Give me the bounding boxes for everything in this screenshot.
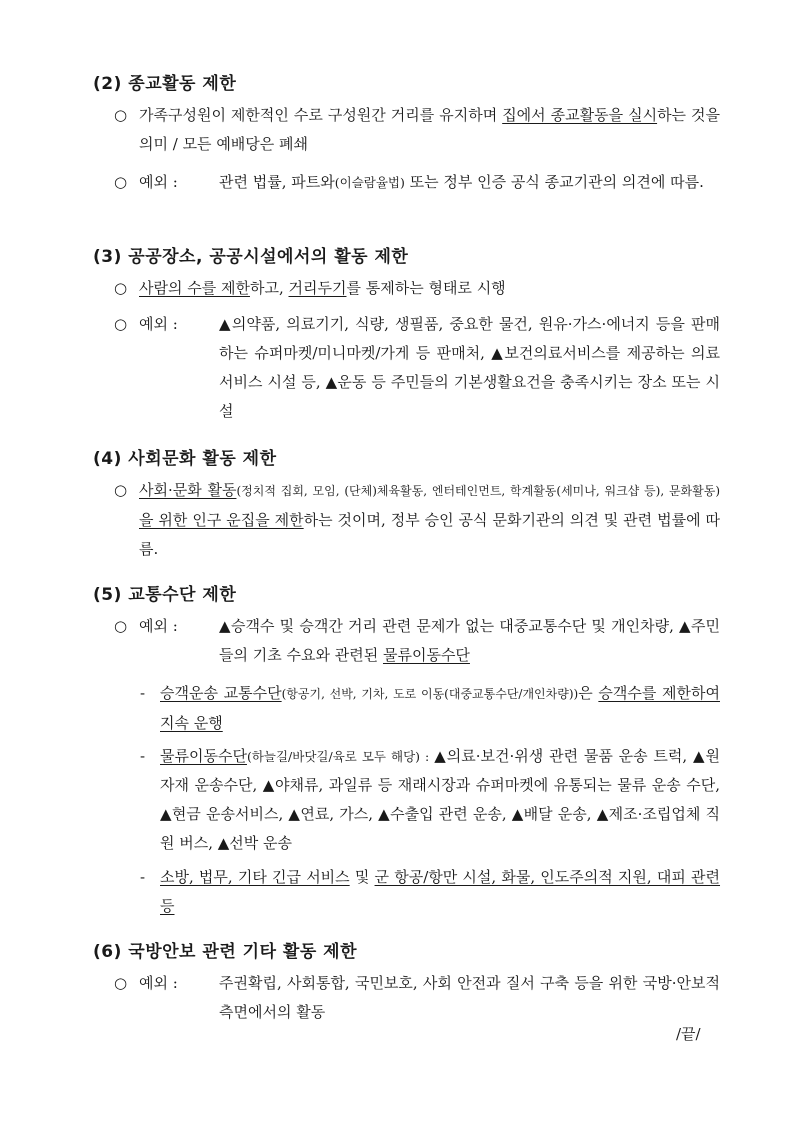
bullet-marker: ○ [114,974,128,992]
bullet-text: ▲의약품, 의료기기, 식량, 생필품, 중요한 물건, 원유·가스·에너지 등을 판매하는 슈퍼마켓/미니마켓/가게 등 판매처, ▲보건의료서비스를 제공하는 의료서비스 시설 등, ▲운동 등 주민들의 기본생활요건을 충족시키는 장소 또는 시설 [219,315,720,420]
bullet-marker: ○ [114,173,128,191]
exception-label: 예외 : [139,617,178,635]
bullet-marker: ○ [114,617,128,635]
dash-passenger-transport [140,679,720,738]
dash-text: 물류이동수단(하늘길/바닷길/육로 모두 해당) : ▲의료·보건·위생 관련 물품 운송 트럭, ▲원자재 운송수단, ▲야채류, 과일류 등 재래시장과 슈퍼마켓에 유통되는 물류 운송 수단, ▲현금 운송서비스, ▲연료, 가스, ▲수출입 관련 운송, ▲배달 운송, ▲제조·조립업체 직원 버스, ▲선박 운송 [160,747,720,852]
bullet-social-culture [114,476,720,564]
bullet-public-exception [114,310,720,426]
bullet-defense-exception [114,969,720,1027]
bullet-marker: ○ [114,279,128,297]
section-title-public-places: (3) 공공장소, 공공시설에서의 활동 제한 [93,247,409,267]
dash-emergency-services [140,863,720,921]
section-title-religious: (2) 종교활동 제한 [93,74,237,94]
dash-marker: - [140,684,146,702]
section-title-defense: (6) 국방안보 관련 기타 활동 제한 [93,942,358,962]
exception-label: 예외 : [139,315,178,333]
bullet-public-limit [114,274,720,303]
section-title-social-culture: (4) 사회문화 활동 제한 [93,449,277,469]
bullet-marker: ○ [114,481,128,499]
exception-label: 예외 : [139,974,178,992]
bullet-text: 관련 법률, 파트와(이슬람율법) 또는 정부 인증 공식 종교기관의 의견에 따름. [219,173,704,191]
section-title-transport: (5) 교통수단 제한 [93,585,237,605]
bullet-marker: ○ [114,315,128,333]
end-mark: /끝/ [676,1025,701,1043]
dash-text: 소방, 법무, 기타 긴급 서비스 및 군 항공/항만 시설, 화물, 인도주의적 지원, 대피 관련 등 [160,868,721,915]
bullet-text: 사람의 수를 제한하고, 거리두기를 통제하는 형태로 시행 [139,279,506,297]
bullet-text: 사회·문화 활동(정치적 집회, 모임, (단체)체육활동, 엔터테인먼트, 학계활동(세미나, 워크샵 등), 문화활동)을 위한 인구 운집을 제한하는 것이며, 정부 승인 공식 문화기관의 의견 및 관련 법률에 따름. [139,481,720,558]
dash-text: 승객운송 교통수단(항공기, 선박, 기차, 도로 이동(대중교통수단/개인차량))은 승객수를 제한하여 지속 운행 [160,684,720,732]
bullet-religious-exception [114,168,720,197]
exception-label: 예외 : [139,173,178,191]
bullet-religious-home [114,101,720,159]
bullet-text: 주권확립, 사회통합, 국민보호, 사회 안전과 질서 구축 등을 위한 국방·안보적 측면에서의 활동 [219,974,720,1021]
dash-logistics-transport [140,742,720,858]
bullet-transport-exception [114,612,720,670]
bullet-text: ▲승객수 및 승객간 거리 관련 문제가 없는 대중교통수단 및 개인차량, ▲주민들의 기초 수요와 관련된 물류이동수단 [219,617,720,664]
dash-marker: - [140,868,146,886]
bullet-text: 가족구성원이 제한적인 수로 구성원간 거리를 유지하며 집에서 종교활동을 실시하는 것을 의미 / 모든 예배당은 폐쇄 [139,106,721,153]
bullet-marker: ○ [114,106,128,124]
dash-marker: - [140,747,146,765]
